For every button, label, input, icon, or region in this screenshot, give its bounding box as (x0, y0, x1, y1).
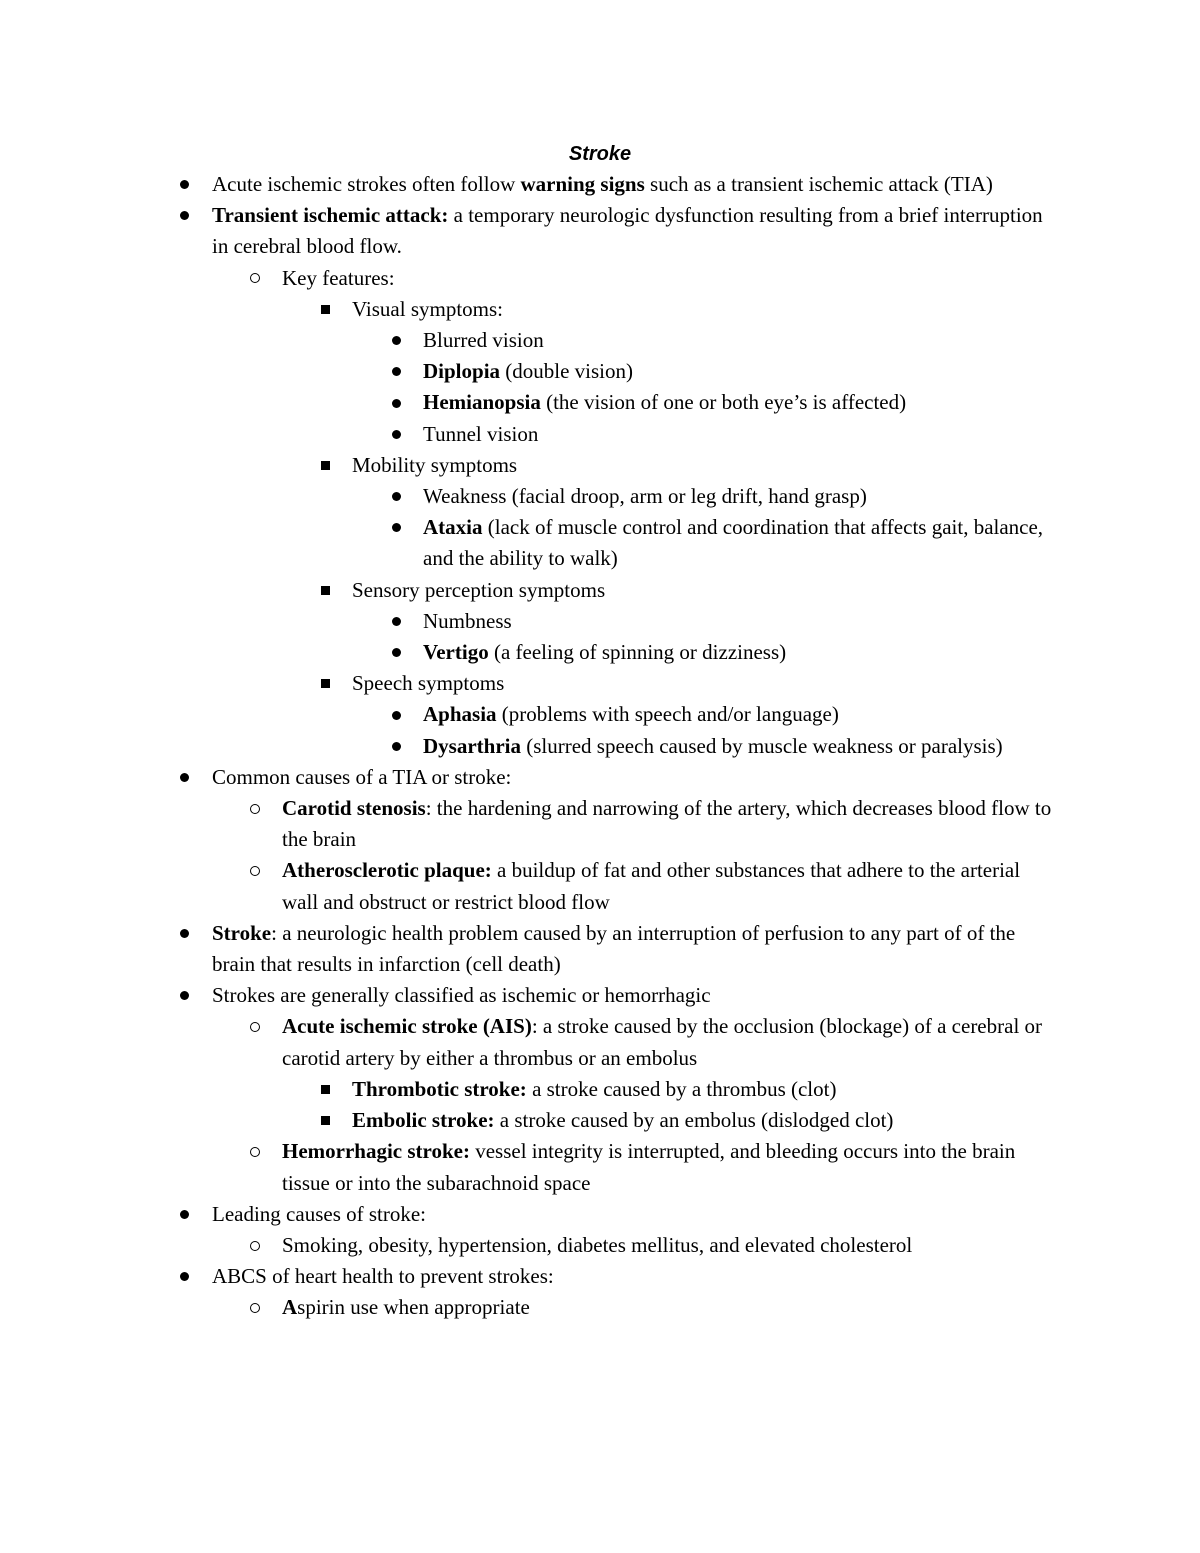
bullet-dot-icon (174, 200, 194, 231)
list-item: Key features: (0, 263, 1060, 294)
bullet-dot-icon (386, 481, 406, 512)
list-item: Thrombotic stroke: a stroke caused by a thrombus (clot) (0, 1074, 1060, 1105)
bullet-dot-icon (386, 356, 406, 387)
bullet-square-icon (315, 1105, 335, 1136)
list-item: Aspirin use when appropriate (0, 1292, 1060, 1323)
list-item: Hemianopsia (the vision of one or both eye’s is affected) (0, 387, 1060, 418)
bullet-dot-icon (174, 980, 194, 1011)
bullet-dot-icon (386, 606, 406, 637)
bullet-dot-icon (386, 325, 406, 356)
list-item: Sensory perception symptoms (0, 575, 1060, 606)
bullet-dot-icon (174, 1199, 194, 1230)
bullet-dot-icon (174, 762, 194, 793)
list-item: Stroke: a neurologic health problem caused by an interruption of perfusion to any part of of the brain that results in infarction (cell death) (0, 918, 1060, 980)
list-item: Tunnel vision (0, 419, 1060, 450)
list-item: Weakness (facial droop, arm or leg drift, hand grasp) (0, 481, 1060, 512)
bullet-dot-icon (174, 1261, 194, 1292)
bullet-dot-icon (386, 387, 406, 418)
bullet-dot-icon (174, 169, 194, 200)
bullet-square-icon (315, 450, 335, 481)
list-item: Atherosclerotic plaque: a buildup of fat and other substances that adhere to the arterial wall and obstruct or restrict blood flow (0, 855, 1060, 917)
list-item: Vertigo (a feeling of spinning or dizziness) (0, 637, 1060, 668)
list-item: Acute ischemic stroke (AIS): a stroke caused by the occlusion (blockage) of a cerebral or carotid artery by either a thrombus or an embolus (0, 1011, 1060, 1073)
notes-list (0, 169, 1200, 1324)
bullet-circle-icon (245, 1011, 265, 1042)
list-item: Aphasia (problems with speech and/or language) (0, 699, 1060, 730)
list-item: Transient ischemic attack: a temporary neurologic dysfunction resulting from a brief interruption in cerebral blood flow. (0, 200, 1060, 262)
bullet-square-icon (315, 575, 335, 606)
bullet-circle-icon (245, 793, 265, 824)
list-item: Visual symptoms: (0, 294, 1060, 325)
document-title: Stroke (568, 143, 632, 165)
list-item: Ataxia (lack of muscle control and coordination that affects gait, balance, and the ability to walk) (0, 512, 1060, 574)
list-item: Carotid stenosis: the hardening and narrowing of the artery, which decreases blood flow to the brain (0, 793, 1060, 855)
bullet-dot-icon (386, 512, 406, 543)
bullet-square-icon (315, 294, 335, 325)
list-item: Strokes are generally classified as ischemic or hemorrhagic (0, 980, 1060, 1011)
list-item: ABCS of heart health to prevent strokes: (0, 1261, 1060, 1292)
bullet-dot-icon (386, 419, 406, 450)
list-item: Numbness (0, 606, 1060, 637)
list-item: Common causes of a TIA or stroke: (0, 762, 1060, 793)
bullet-square-icon (315, 668, 335, 699)
list-item: Hemorrhagic stroke: vessel integrity is interrupted, and bleeding occurs into the brain tissue or into the subarachnoid space (0, 1136, 1060, 1198)
bullet-dot-icon (386, 731, 406, 762)
bullet-circle-icon (245, 855, 265, 886)
list-item: Diplopia (double vision) (0, 356, 1060, 387)
list-item: Smoking, obesity, hypertension, diabetes mellitus, and elevated cholesterol (0, 1230, 1060, 1261)
list-item: Embolic stroke: a stroke caused by an embolus (dislodged clot) (0, 1105, 1060, 1136)
bullet-dot-icon (386, 637, 406, 668)
list-item: Leading causes of stroke: (0, 1199, 1060, 1230)
list-item: Mobility symptoms (0, 450, 1060, 481)
bullet-square-icon (315, 1074, 335, 1105)
bullet-circle-icon (245, 263, 265, 294)
bullet-circle-icon (245, 1230, 265, 1261)
list-item: Blurred vision (0, 325, 1060, 356)
bullet-dot-icon (174, 918, 194, 949)
bullet-circle-icon (245, 1292, 265, 1323)
list-item: Dysarthria (slurred speech caused by muscle weakness or paralysis) (0, 731, 1060, 762)
bullet-dot-icon (386, 699, 406, 730)
list-item: Speech symptoms (0, 668, 1060, 699)
bullet-circle-icon (245, 1136, 265, 1167)
list-item: Acute ischemic strokes often follow warning signs such as a transient ischemic attack (TIA) (0, 169, 1060, 200)
